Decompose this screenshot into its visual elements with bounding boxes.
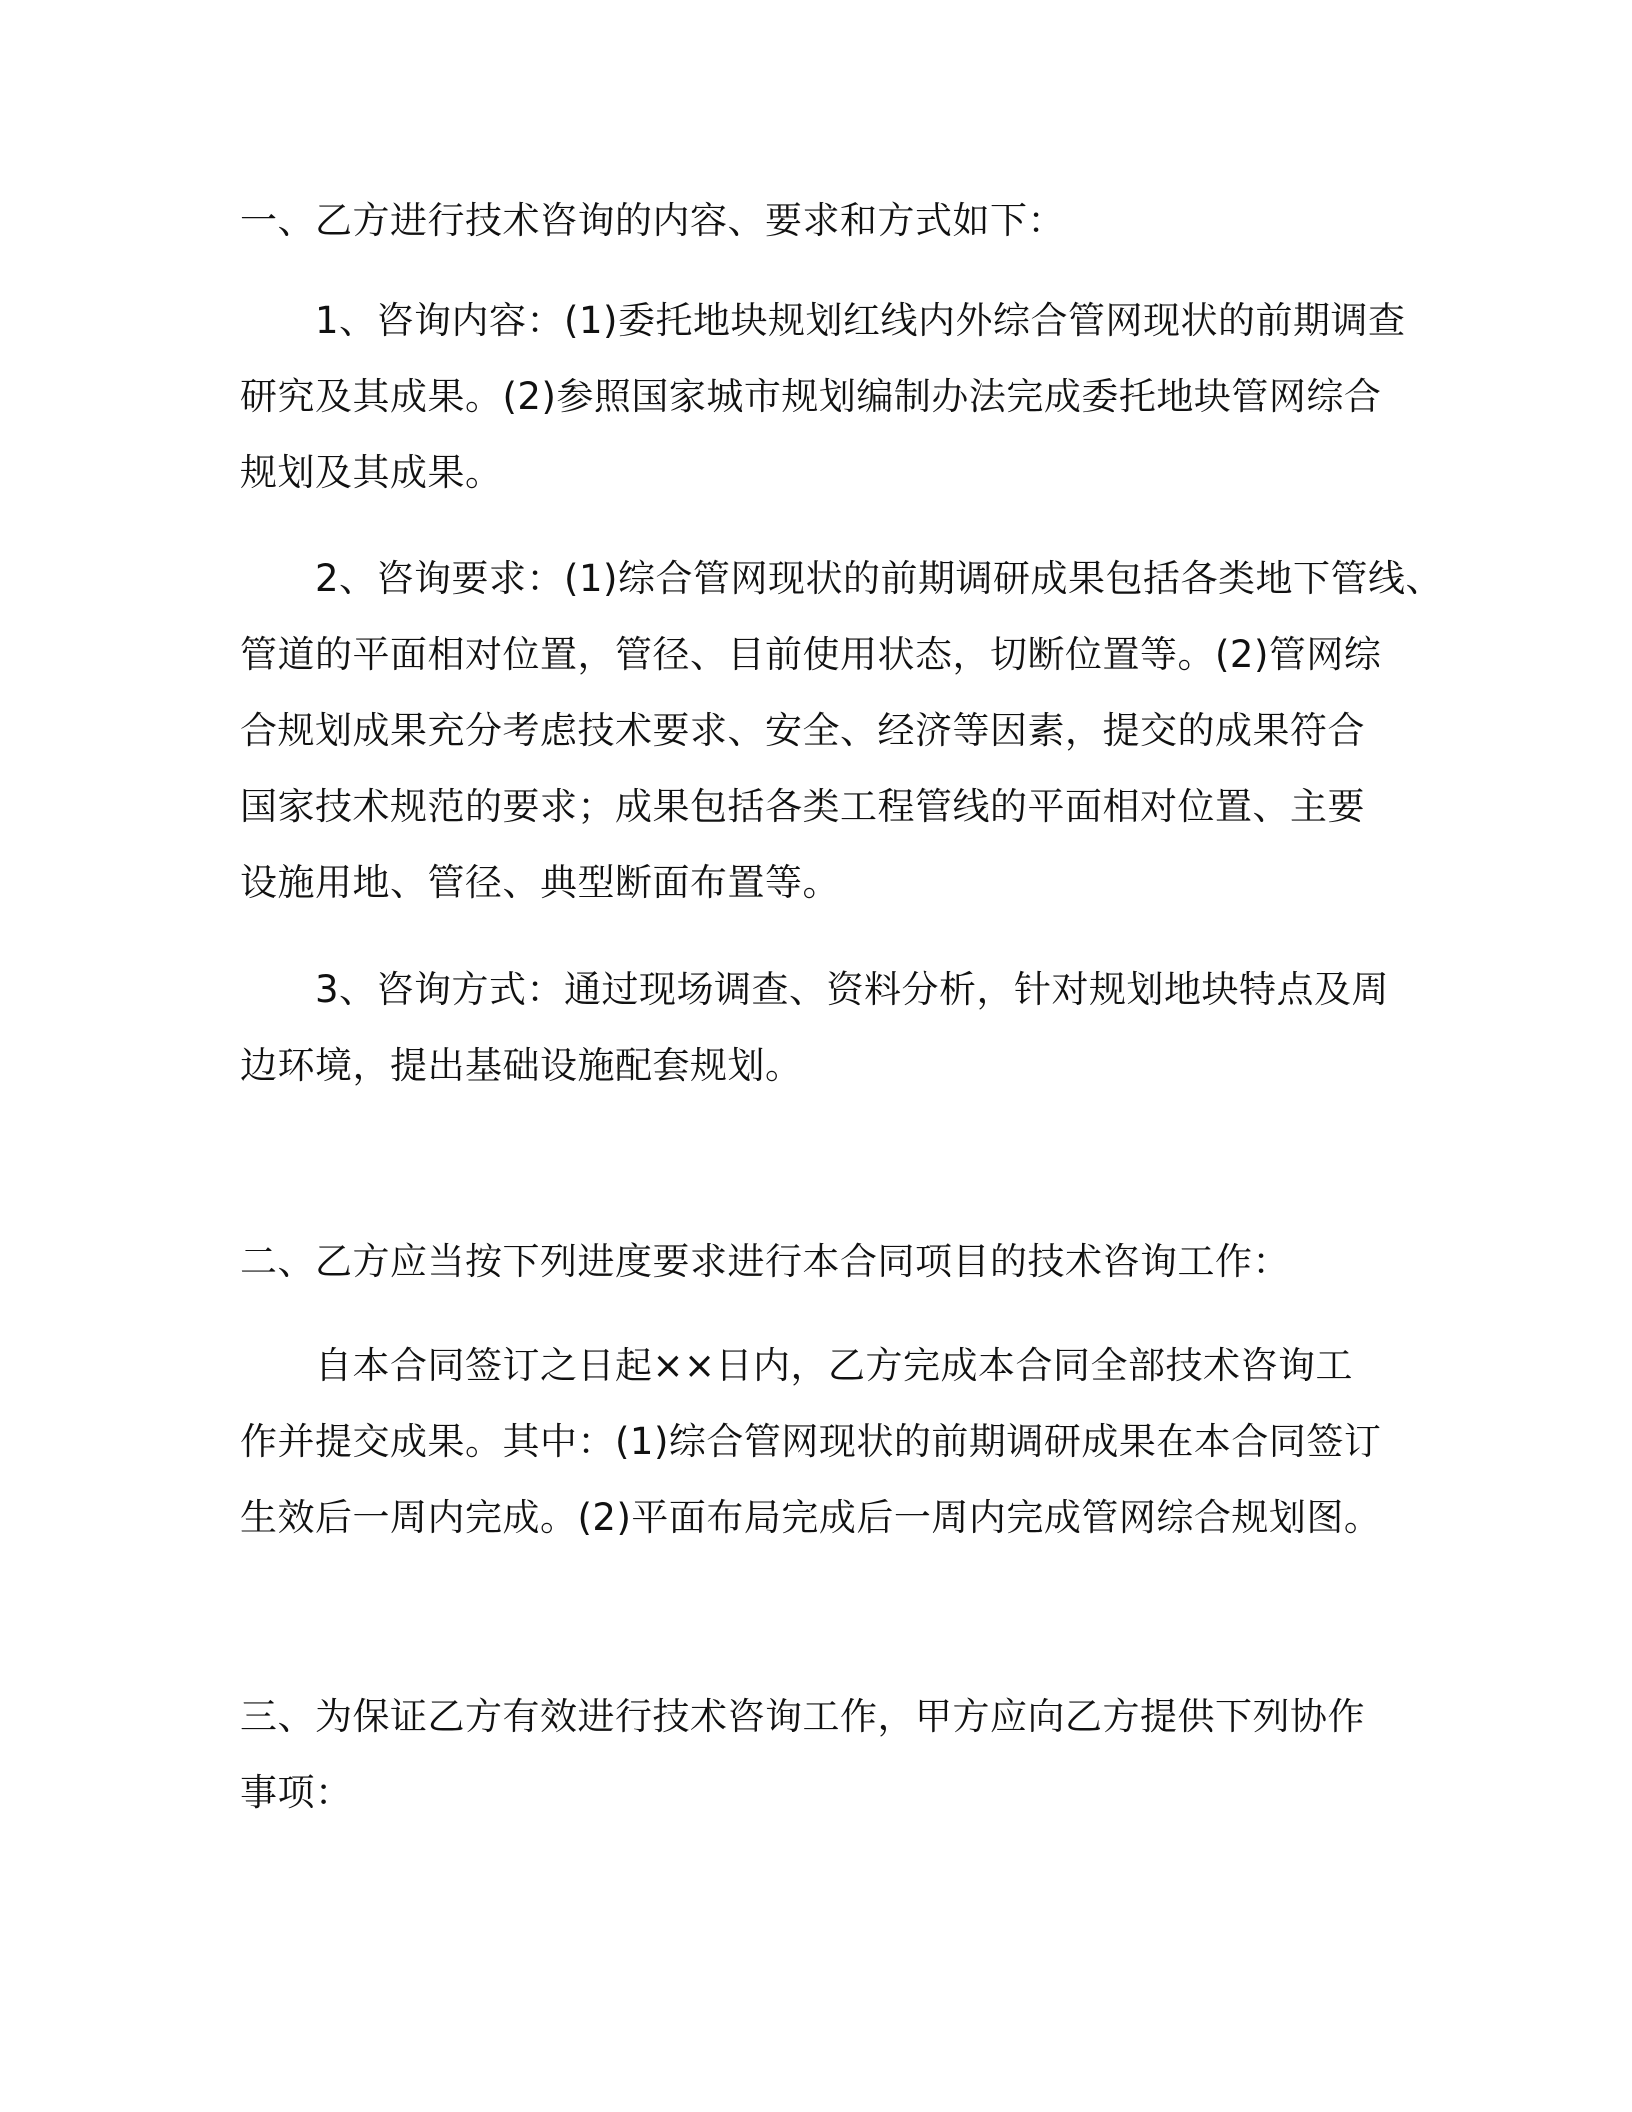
section1-item3-line1: 3、咨询方式：通过现场调查、资料分析，针对规划地块特点及周 bbox=[315, 968, 1390, 1011]
section1-item1-line1: 1、咨询内容：(1)委托地块规划红线内外综合管网现状的前期调查 bbox=[315, 299, 1406, 342]
section1-item2-line5: 设施用地、管径、典型断面布置等。 bbox=[240, 861, 840, 904]
section3-heading-line2: 事项： bbox=[240, 1771, 353, 1814]
section1-item1-line2: 研究及其成果。(2)参照国家城市规划编制办法完成委托地块管网综合 bbox=[240, 375, 1382, 418]
section3-heading-line1: 三、为保证乙方有效进行技术咨询工作，甲方应向乙方提供下列协作 bbox=[240, 1695, 1365, 1738]
section1-item2-line1: 2、咨询要求：(1)综合管网现状的前期调研成果包括各类地下管线、 bbox=[315, 557, 1443, 600]
section2-body-line2: 作并提交成果。其中：(1)综合管网现状的前期调研成果在本合同签订 bbox=[240, 1420, 1382, 1463]
section1-item1-line3: 规划及其成果。 bbox=[240, 451, 503, 494]
section1-item2-line4: 国家技术规范的要求；成果包括各类工程管线的平面相对位置、主要 bbox=[240, 785, 1365, 828]
section1-item2-line3: 合规划成果充分考虑技术要求、安全、经济等因素，提交的成果符合 bbox=[240, 709, 1365, 752]
section2-heading: 二、乙方应当按下列进度要求进行本合同项目的技术咨询工作： bbox=[240, 1240, 1290, 1283]
section1-item3-line2: 边环境，提出基础设施配套规划。 bbox=[240, 1044, 803, 1087]
section2-body-line3: 生效后一周内完成。(2)平面布局完成后一周内完成管网综合规划图。 bbox=[240, 1496, 1382, 1539]
section1-heading: 一、乙方进行技术咨询的内容、要求和方式如下： bbox=[240, 199, 1065, 242]
section1-item2-line2: 管道的平面相对位置，管径、目前使用状态，切断位置等。(2)管网综 bbox=[240, 633, 1382, 676]
section2-body-line1: 自本合同签订之日起××日内，乙方完成本合同全部技术咨询工 bbox=[315, 1344, 1354, 1387]
